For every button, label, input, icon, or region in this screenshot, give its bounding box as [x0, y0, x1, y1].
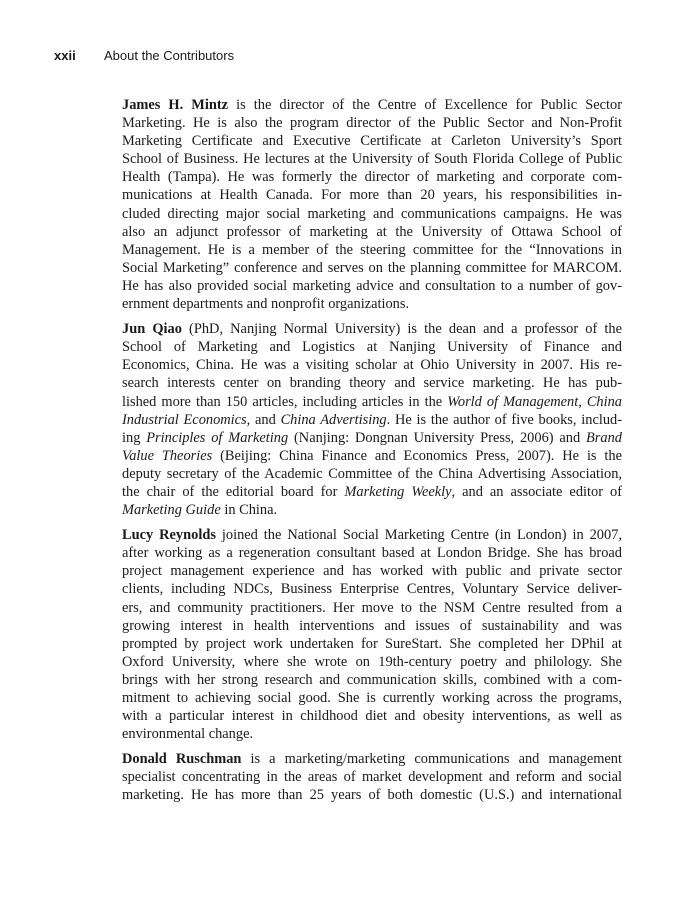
section-title: About the Contributors [104, 48, 235, 63]
contributor-entry-ruschman: Donald Ruschman is a marketing/marketing communications and management specialist concentrating in the areas of market development and reform and social marketing. He has more than 25 years of both domestic (U.S.) and international [122, 751, 622, 804]
contributor-entry-reynolds: Lucy Reynolds joined the National Social Marketing Centre (in London) in 2007, after working as a regeneration consultant based at London Bridge. She has broad project management experience and has worked with public and private sector clients, including NDCs, Business Enterprise Centres, Voluntary Service deliver- ers, and community practitioners. Her move to the NSM Centre resulted from a growing interest in health interventions and issues of sustainability and was prompted by project work undertaken for SureStart. She completed her DPhil at Oxford University, where she wrote on 19th-century poetry and philology. She brings with her strong research and communication skills, combined with a com- mitment to achieving social good. She is currently working across the programs, with a particular interest in childhood diet and obesity interventions, as well as environmental change. [122, 527, 622, 743]
contributor-name: Jun Qiao [122, 321, 182, 338]
contributor-name: James H. Mintz [122, 97, 229, 113]
contributor-entry-qiao: Jun Qiao (PhD, Nanjing Normal University) is the dean and a professor of the School of Marketing and Logistics at Nanjing University of Finance and Economics, China. He was a visiting scholar at Ohio University in 2007. His re- search interests center on branding theory and service marketing. He has pub- lished more than 150 articles, including articles in the World of Management, China Industrial Economics, and China Advertising. He is the author of five books, includ- ing Principles of Marketing (Nanjing: Dongnan University Press, 2006) and Brand Value Theories (Beijing: China Finance and Economics Press, 2007). He is the deputy secretary of the Academic Committee of the China Advertising Association, the chair of the editorial board for Marketing Weekly, and an associate editor of Marketing Guide in China. [122, 321, 623, 519]
running-head [54, 48, 234, 64]
contributor-entry-mintz: James H. Mintz is the director of the Centre of Excellence for Public Sector Marketing. He is also the program director of the Public Sector and Non-Profit Marketing Certificate and Executive Certificate at Carleton University’s Sport School of Business. He lectures at the University of South Florida College of Public Health (Tampa). He was formerly the director of marketing and corporate com- munications at Health Canada. For more than 20 years, his responsibilities in- cluded directing major social marketing and communications campaigns. He was also an adjunct professor of marketing at the University of Ottawa School of Management. He is a member of the steering committee for the “Innovations in Social Marketing” conference and serves on the planning committee for MARCOM. He has also provided social marketing advice and consultation to a number of gov- ernment departments and nonprofit organizations. [122, 97, 622, 313]
contributors-list [122, 96, 622, 812]
contributor-name: Donald Ruschman [122, 751, 242, 768]
page-number: xxii [54, 48, 76, 63]
contributor-name: Lucy Reynolds [122, 527, 216, 544]
